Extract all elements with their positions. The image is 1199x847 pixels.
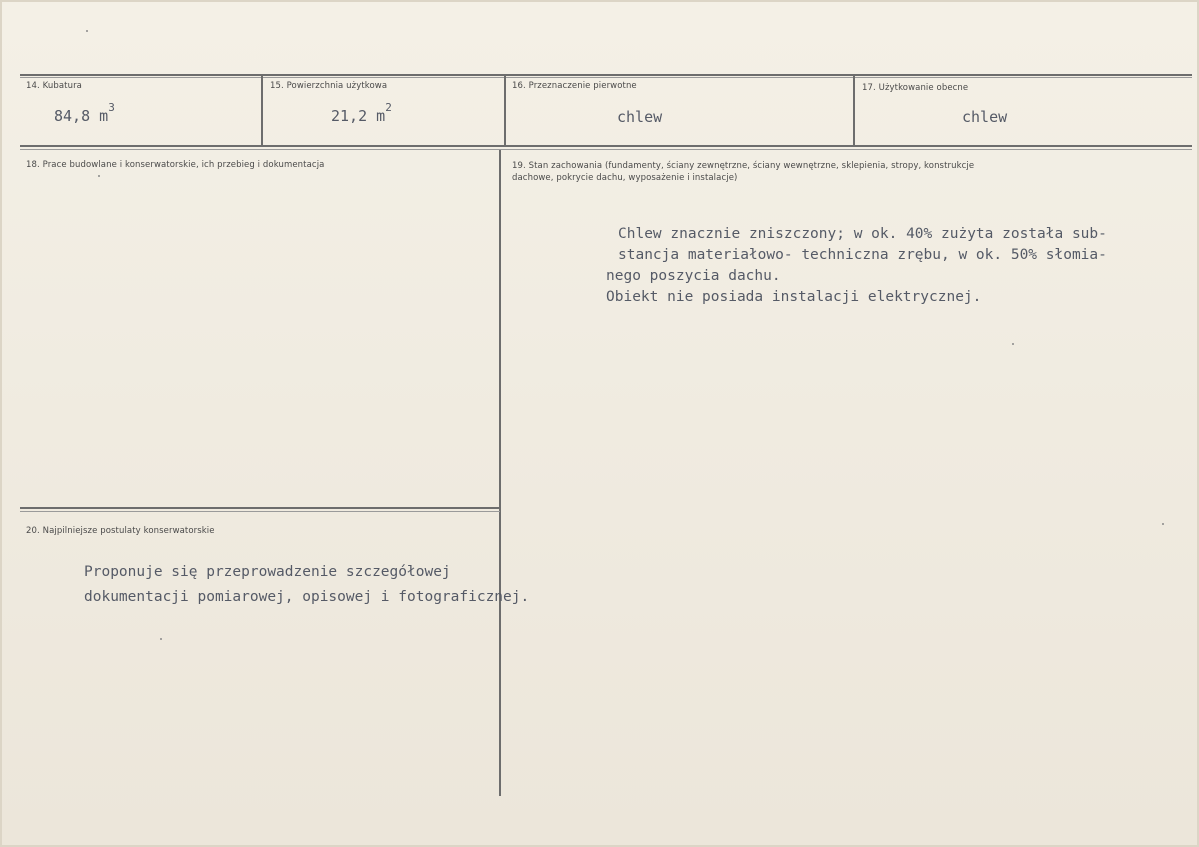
field20-text [84, 562, 529, 608]
divider-16-17 [853, 75, 855, 146]
field16-label: 16. Przeznaczenie pierwotne [512, 81, 637, 91]
field19-line: nego poszycia dachu. [606, 268, 781, 284]
field20-label: 20. Najpilniejsze postulaty konserwatorskie [26, 526, 215, 536]
field20-line: Proponuje się przeprowadzenie szczegółowej [84, 564, 451, 580]
field16-value: chlew [617, 108, 663, 126]
field19-line: Chlew znacznie zniszczony; w ok. 40% zużyta została sub- [618, 226, 1107, 242]
top-rule-inner [20, 77, 1192, 78]
field19-line: Obiekt nie posiada instalacji elektrycznej. [606, 289, 982, 305]
divider-14-15 [261, 75, 263, 146]
field14-label: 14. Kubatura [26, 81, 82, 91]
field20-rule-inner [20, 511, 500, 512]
divider-main [499, 150, 501, 796]
field19-line: stancja materiałowo- techniczna zrębu, w ok. 50% słomia- [618, 247, 1107, 263]
field20-line: dokumentacji pomiarowej, opisowej i fotograficznej. [84, 589, 530, 605]
field19-text [606, 224, 1107, 308]
field14-number: 84,8 m [54, 107, 109, 125]
field17-value: chlew [962, 108, 1008, 126]
field17-label: 17. Użytkowanie obecne [862, 83, 969, 93]
paper-speck [160, 638, 162, 640]
field20-rule [20, 507, 500, 509]
field15-number: 21,2 m [331, 107, 386, 125]
field15-value [331, 101, 392, 125]
field18-label: 18. Prace budowlane i konserwatorskie, ich przebieg i dokumentacja [26, 160, 325, 170]
field15-label: 15. Powierzchnia użytkowa [270, 81, 388, 91]
field14-value [54, 101, 115, 125]
paper-speck [1012, 343, 1014, 345]
paper-speck [1162, 523, 1164, 525]
paper-speck [86, 30, 88, 32]
field14-exp: 3 [108, 101, 115, 114]
field19-label: 19. Stan zachowania (fundamenty, ściany zewnętrzne, ściany wewnętrzne, sklepienia, stropy, konstrukcje dachowe, pokrycie dachu, wyposażenie i instalacje) [512, 161, 975, 183]
row1-rule [20, 145, 1192, 147]
row1-rule-inner [20, 149, 1192, 150]
paper-speck [98, 175, 100, 177]
top-rule [20, 74, 1192, 76]
divider-15-16 [504, 75, 506, 146]
field15-exp: 2 [385, 101, 392, 114]
